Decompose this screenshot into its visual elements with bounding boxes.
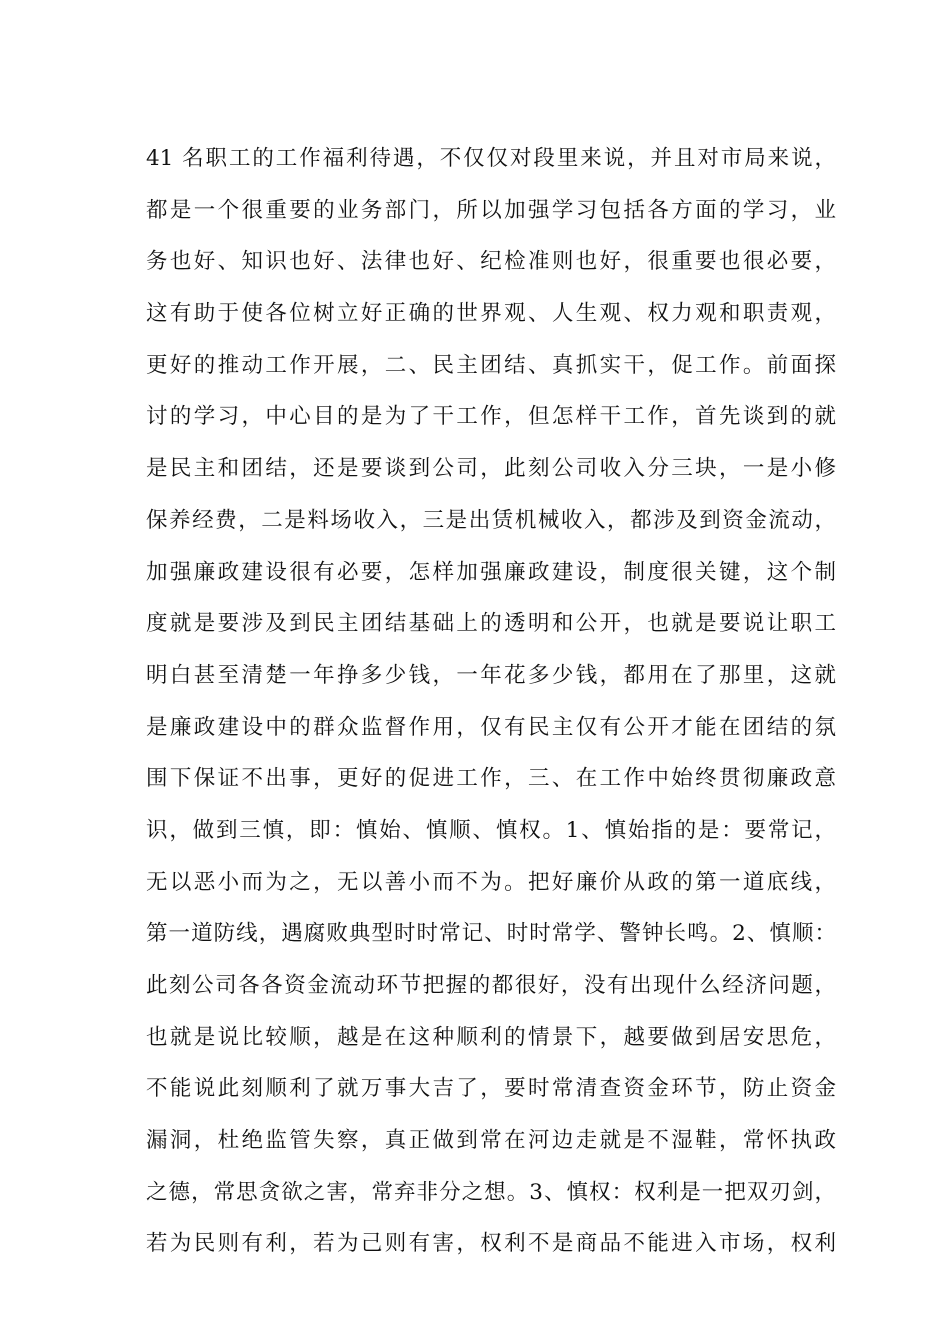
text-line-18: 也就是说比较顺，越是在这种顺利的情景下，越要做到居安思危， <box>146 1024 836 1050</box>
text-line-15: 无以恶小而为之，无以善小而不为。把好廉价从政的第一道底线， <box>146 869 836 895</box>
text-line-16: 第一道防线，遇腐败典型时时常记、时时常学、警钟长鸣。2、慎顺： <box>146 921 836 947</box>
text-line-7: 是民主和团结，还是要谈到公司，此刻公司收入分三块，一是小修 <box>146 456 836 482</box>
text-line-22: 若为民则有利，若为己则有害，权利不是商品不能进入市场，权利 <box>146 1231 836 1257</box>
text-line-1: 41 名职工的工作福利待遇，不仅仅对段里来说，并且对市局来说， <box>146 146 836 171</box>
text-line-8: 保养经费，二是料场收入，三是出赁机械收入，都涉及到资金流动， <box>146 507 836 533</box>
text-line-13: 围下保证不出事，更好的促进工作，三、在工作中始终贯彻廉政意 <box>146 766 836 792</box>
text-line-19: 不能说此刻顺利了就万事大吉了，要时常清查资金环节，防止资金 <box>146 1076 836 1102</box>
text-line-21: 之德，常思贪欲之害，常弃非分之想。3、慎权：权利是一把双刃剑， <box>146 1179 836 1205</box>
text-line-20: 漏洞，杜绝监管失察，真正做到常在河边走就是不湿鞋，常怀执政 <box>146 1128 836 1154</box>
text-line-4: 这有助于使各位树立好正确的世界观、人生观、权力观和职责观， <box>146 301 836 327</box>
text-line-3: 务也好、知识也好、法律也好、纪检准则也好，很重要也很必要， <box>146 249 836 275</box>
text-line-6: 讨的学习，中心目的是为了干工作，但怎样干工作，首先谈到的就 <box>146 404 836 430</box>
body-text <box>146 133 836 1270</box>
text-line-10: 度就是要涉及到民主团结基础上的透明和公开，也就是要说让职工 <box>146 611 836 637</box>
text-line-2: 都是一个很重要的业务部门，所以加强学习包括各方面的学习，业 <box>146 197 836 223</box>
text-line-14: 识，做到三慎，即：慎始、慎顺、慎权。1、慎始指的是：要常记， <box>146 817 836 843</box>
text-line-17: 此刻公司各各资金流动环节把握的都很好，没有出现什么经济问题， <box>146 973 836 998</box>
text-line-5: 更好的推动工作开展，二、民主团结、真抓实干，促工作。前面探 <box>146 352 836 378</box>
text-line-12: 是廉政建设中的群众监督作用，仅有民主仅有公开才能在团结的氛 <box>146 714 836 740</box>
text-line-9: 加强廉政建设很有必要，怎样加强廉政建设，制度很关键，这个制 <box>146 559 836 585</box>
text-line-11: 明白甚至清楚一年挣多少钱，一年花多少钱，都用在了那里，这就 <box>146 662 836 688</box>
